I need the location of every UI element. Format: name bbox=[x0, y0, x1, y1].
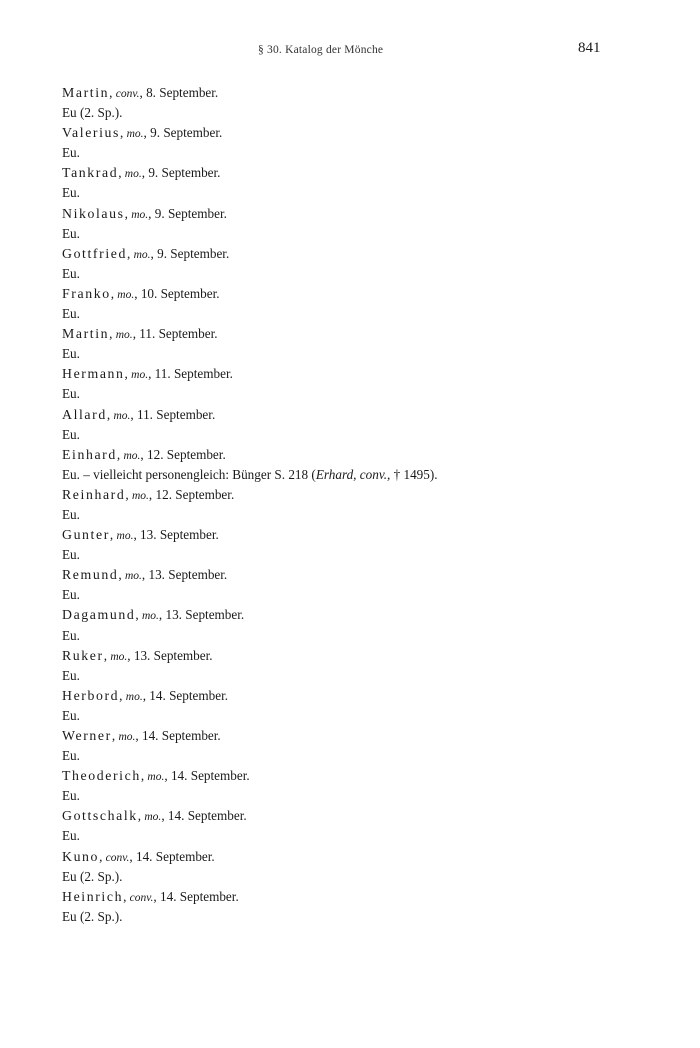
monk-name: Martin bbox=[62, 326, 110, 342]
entry-heading bbox=[62, 565, 662, 585]
separator: , bbox=[109, 326, 116, 342]
commemoration-date: 14. September. bbox=[135, 848, 215, 864]
entry-source bbox=[62, 505, 662, 525]
separator: , bbox=[148, 205, 155, 221]
monk-name: Nikolaus bbox=[62, 205, 125, 221]
entry-source bbox=[62, 545, 662, 565]
separator: , bbox=[116, 446, 124, 462]
note-ref-name: Erhard, bbox=[315, 466, 357, 482]
source-reference: Eu. bbox=[62, 547, 80, 563]
separator: , bbox=[161, 808, 168, 824]
entry-heading bbox=[62, 364, 662, 384]
monk-name: Ruker bbox=[62, 647, 104, 663]
separator: , bbox=[126, 245, 134, 261]
commemoration-date: 11. September. bbox=[136, 406, 216, 422]
note-ref-rest: † 1495). bbox=[390, 466, 438, 482]
monk-status: mo. bbox=[123, 449, 141, 462]
separator: , bbox=[124, 205, 132, 221]
separator: , bbox=[125, 486, 132, 502]
monk-status: mo. bbox=[124, 570, 142, 583]
separator: , bbox=[150, 245, 158, 261]
entry-heading bbox=[62, 806, 662, 826]
monk-status: mo. bbox=[115, 329, 133, 342]
entry-heading bbox=[62, 766, 662, 786]
separator: , bbox=[148, 366, 155, 382]
separator: , bbox=[134, 285, 141, 301]
monk-status: mo. bbox=[124, 168, 142, 181]
entry-source bbox=[62, 786, 662, 806]
entry-source bbox=[62, 907, 662, 927]
entry-heading bbox=[62, 324, 662, 344]
source-reference: Eu. bbox=[62, 306, 80, 322]
source-reference: Eu (2. Sp.). bbox=[62, 908, 123, 924]
monk-name: Reinhard bbox=[62, 486, 126, 502]
separator: , bbox=[153, 888, 160, 904]
source-reference: Eu. bbox=[62, 386, 80, 402]
monk-status: conv. bbox=[105, 851, 130, 864]
commemoration-date: 14. September. bbox=[170, 768, 250, 784]
entry-source bbox=[62, 143, 662, 163]
entry-heading bbox=[62, 525, 662, 545]
separator: , bbox=[120, 125, 127, 141]
monk-name: Hermann bbox=[62, 366, 125, 382]
monk-name: Allard bbox=[62, 406, 107, 422]
entry-heading bbox=[62, 485, 662, 505]
entry-heading bbox=[62, 83, 662, 103]
source-reference: Eu. bbox=[62, 788, 80, 804]
entry-source bbox=[62, 626, 662, 646]
page-number: 841 bbox=[578, 40, 601, 56]
separator: , bbox=[158, 607, 166, 623]
source-reference: Eu. bbox=[62, 185, 80, 201]
commemoration-date: 14. September. bbox=[167, 808, 247, 824]
entry-heading bbox=[62, 605, 662, 625]
monk-name: Werner bbox=[62, 728, 112, 743]
entry-source bbox=[62, 344, 662, 364]
separator: , bbox=[141, 165, 149, 181]
source-reference: Eu. bbox=[62, 587, 80, 603]
entry-heading bbox=[62, 244, 662, 264]
entry-heading bbox=[62, 847, 662, 867]
monk-name: Theoderich bbox=[62, 768, 141, 784]
separator: , bbox=[118, 567, 125, 583]
monk-status: conv. bbox=[115, 88, 140, 100]
separator: , bbox=[132, 326, 140, 342]
separator: , bbox=[109, 527, 117, 543]
commemoration-date: 12. September. bbox=[155, 486, 235, 502]
monk-status: mo. bbox=[117, 288, 135, 301]
monk-name: Remund bbox=[62, 567, 119, 583]
commemoration-date: 12. September. bbox=[147, 446, 226, 462]
commemoration-date: 14. September. bbox=[149, 687, 229, 703]
commemoration-date: 9. September. bbox=[154, 205, 227, 221]
commemoration-date: 9. September. bbox=[148, 165, 221, 181]
source-reference: Eu. bbox=[62, 466, 80, 482]
monk-status: mo. bbox=[131, 369, 149, 382]
entry-source bbox=[62, 826, 662, 846]
separator: , bbox=[119, 687, 126, 703]
entry-heading bbox=[62, 726, 662, 746]
monk-name: Martin bbox=[62, 85, 110, 100]
monk-name: Gottschalk bbox=[62, 808, 138, 824]
separator: , bbox=[143, 125, 151, 141]
source-reference: Eu. bbox=[62, 426, 80, 442]
entry-source bbox=[62, 304, 662, 324]
monk-name: Franko bbox=[62, 285, 111, 301]
entry-source bbox=[62, 425, 662, 445]
entry-source bbox=[62, 183, 662, 203]
source-reference: Eu. bbox=[62, 748, 80, 764]
monk-name: Valerius bbox=[62, 125, 121, 141]
entry-source bbox=[62, 465, 662, 485]
separator: , bbox=[164, 768, 171, 784]
separator: , bbox=[140, 768, 148, 784]
monk-status: mo. bbox=[144, 811, 162, 824]
separator: , bbox=[106, 406, 114, 422]
monk-status: mo. bbox=[131, 489, 149, 502]
separator: , bbox=[127, 647, 134, 663]
note-ref-status: conv., bbox=[359, 466, 391, 482]
monk-status: mo. bbox=[131, 208, 149, 221]
entry-heading bbox=[62, 163, 662, 183]
entry-source bbox=[62, 706, 662, 726]
entry-heading bbox=[62, 686, 662, 706]
monk-catalog-entries bbox=[62, 83, 662, 927]
commemoration-date: 9. September. bbox=[157, 245, 230, 261]
separator: , bbox=[141, 567, 149, 583]
entry-source bbox=[62, 746, 662, 766]
source-reference: Eu. bbox=[62, 145, 80, 161]
commemoration-date: 8. September. bbox=[146, 85, 219, 100]
commemoration-date: 11. September. bbox=[154, 366, 233, 382]
separator: , bbox=[110, 285, 118, 301]
separator: , bbox=[124, 366, 132, 382]
separator: , bbox=[135, 607, 142, 623]
monk-name: Einhard bbox=[62, 446, 117, 462]
commemoration-date: 13. September. bbox=[148, 567, 228, 583]
source-reference: Eu. bbox=[62, 828, 80, 844]
separator: , bbox=[123, 888, 130, 904]
entry-heading bbox=[62, 204, 662, 224]
source-reference: Eu (2. Sp.). bbox=[62, 868, 123, 884]
monk-status: mo. bbox=[116, 530, 134, 543]
monk-name: Gottfried bbox=[62, 245, 127, 261]
commemoration-date: 13. September. bbox=[165, 607, 245, 623]
separator: , bbox=[109, 85, 116, 100]
entry-heading bbox=[62, 405, 662, 425]
monk-status: mo. bbox=[118, 731, 136, 743]
source-reference: Eu. bbox=[62, 506, 80, 522]
commemoration-date: 13. September. bbox=[133, 647, 213, 663]
monk-status: mo. bbox=[141, 610, 159, 623]
monk-status: mo. bbox=[133, 248, 151, 261]
entry-source bbox=[62, 867, 662, 887]
separator: , bbox=[135, 728, 142, 743]
separator: , bbox=[139, 85, 147, 100]
commemoration-date: 10. September. bbox=[140, 285, 220, 301]
separator: , bbox=[142, 687, 150, 703]
entry-source bbox=[62, 224, 662, 244]
entry-source bbox=[62, 585, 662, 605]
source-reference: Eu. bbox=[62, 707, 80, 723]
monk-status: mo. bbox=[147, 771, 165, 784]
monk-name: Gunter bbox=[62, 527, 110, 543]
entry-heading bbox=[62, 887, 662, 907]
commemoration-date: 13. September. bbox=[140, 527, 219, 543]
source-reference: Eu. bbox=[62, 225, 80, 241]
separator: , bbox=[111, 728, 119, 743]
separator: , bbox=[99, 848, 106, 864]
entry-heading bbox=[62, 284, 662, 304]
running-title: § 30. Katalog der Mönche bbox=[258, 44, 384, 56]
source-reference: Eu. bbox=[62, 265, 80, 281]
monk-name: Tankrad bbox=[62, 165, 119, 181]
separator: , bbox=[130, 406, 137, 422]
monk-status: conv. bbox=[129, 891, 154, 904]
separator: , bbox=[148, 486, 156, 502]
monk-status: mo. bbox=[126, 128, 144, 141]
monk-status: mo. bbox=[125, 690, 143, 703]
entry-source bbox=[62, 666, 662, 686]
entry-source bbox=[62, 103, 662, 123]
note-text: – vielleicht personengleich: Bünger S. 218 ( bbox=[79, 466, 316, 482]
entry-heading bbox=[62, 646, 662, 666]
monk-name: Dagamund bbox=[62, 607, 136, 623]
source-reference: Eu. bbox=[62, 627, 80, 643]
source-reference: Eu (2. Sp.). bbox=[62, 105, 123, 121]
separator: , bbox=[118, 165, 125, 181]
entry-heading bbox=[62, 445, 662, 465]
separator: , bbox=[103, 647, 111, 663]
commemoration-date: 11. September. bbox=[139, 326, 218, 342]
separator: , bbox=[133, 527, 141, 543]
monk-status: mo. bbox=[110, 650, 128, 663]
entry-heading bbox=[62, 123, 662, 143]
commemoration-date: 14. September. bbox=[141, 728, 221, 743]
entry-source bbox=[62, 384, 662, 404]
monk-name: Herbord bbox=[62, 687, 120, 703]
separator: , bbox=[129, 848, 136, 864]
source-reference: Eu. bbox=[62, 346, 80, 362]
separator: , bbox=[137, 808, 145, 824]
source-reference: Eu. bbox=[62, 667, 80, 683]
commemoration-date: 14. September. bbox=[160, 888, 239, 904]
commemoration-date: 9. September. bbox=[150, 125, 223, 141]
entry-source bbox=[62, 264, 662, 284]
monk-name: Heinrich bbox=[62, 888, 124, 904]
monk-status: mo. bbox=[113, 409, 131, 422]
separator: , bbox=[140, 446, 147, 462]
monk-name: Kuno bbox=[62, 848, 100, 864]
